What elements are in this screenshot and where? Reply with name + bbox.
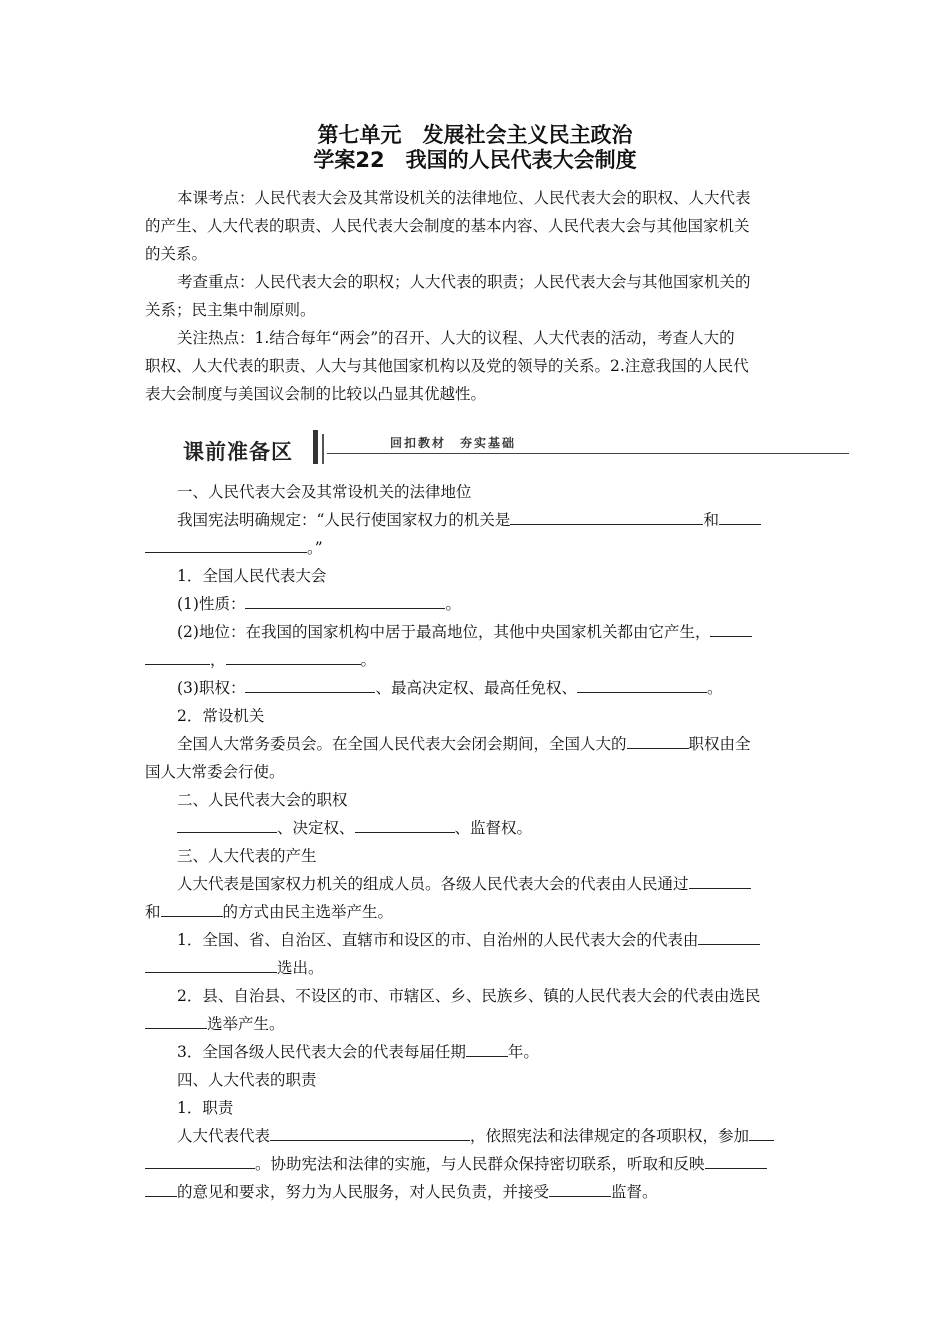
blank[interactable]	[145, 1014, 207, 1029]
position-line2: ， 。	[145, 650, 376, 670]
unit-title: 第七单元 发展社会主义民主政治	[317, 123, 633, 147]
intro-p1-line3: 的关系。	[145, 245, 208, 263]
law-line1: 我国宪法明确规定：“人民行使国家权力的机关是 和	[177, 510, 761, 530]
blank[interactable]	[145, 538, 307, 553]
blank[interactable]	[145, 650, 210, 665]
section-heading-4: 四、人大代表的职责	[177, 1071, 317, 1089]
election-item2-line2: 选举产生。	[145, 1014, 285, 1034]
blank[interactable]	[710, 622, 752, 637]
banner-rule	[327, 453, 849, 454]
banner-label: 课前准备区	[183, 440, 293, 464]
intro-p1-line2: 的产生、人大代表的职责、人民代表大会制度的基本内容、人民代表大会与其他国家机关	[145, 217, 750, 235]
blank[interactable]	[705, 1154, 767, 1169]
banner-divider-thin	[322, 434, 324, 464]
subheading-standing: 2．常设机关	[177, 707, 265, 725]
election-line1: 人大代表是国家权力机关的组成人员。各级人民代表大会的代表由人民通过	[177, 874, 751, 894]
blank[interactable]	[466, 1042, 508, 1057]
blank[interactable]	[577, 678, 707, 693]
blank[interactable]	[510, 510, 703, 525]
duties-line3: 的意见和要求，努力为人民服务，对人民负责，并接受 监督。	[145, 1182, 658, 1202]
subheading-npc: 1．全国人民代表大会	[177, 567, 327, 585]
lesson-title: 学案22 我国的人民代表大会制度	[313, 148, 637, 172]
intro-p3-line1: 关注热点：1.结合每年“两会”的召开、人大的议程、人大代表的活动，考查人大的	[177, 329, 735, 347]
election-item1-line2: 选出。	[145, 958, 324, 978]
election-item2-line1: 2．县、自治县、不设区的市、市辖区、乡、民族乡、镇的人民代表大会的代表由选民	[177, 987, 761, 1005]
blank[interactable]	[145, 1182, 177, 1197]
standing-line2: 国人大常委会行使。	[145, 763, 285, 781]
powers-list-line: 、决定权、 、监督权。	[177, 818, 532, 838]
banner-divider	[313, 430, 318, 464]
blank[interactable]	[245, 678, 375, 693]
blank[interactable]	[355, 818, 455, 833]
blank[interactable]	[245, 594, 445, 609]
blank[interactable]	[627, 734, 689, 749]
nature-line: (1)性质： 。	[177, 595, 461, 613]
section-banner	[175, 430, 850, 468]
blank[interactable]	[145, 958, 277, 973]
election-line2: 和 的方式由民主选举产生。	[145, 903, 394, 921]
intro-p2-line2: 关系；民主集中制原则。	[145, 301, 316, 319]
intro-p2-line1: 考查重点：人民代表大会的职权；人大代表的职责；人民代表大会与其他国家机关的	[177, 273, 751, 291]
blank[interactable]	[270, 1126, 470, 1141]
blank[interactable]	[689, 874, 751, 889]
section-heading-3: 三、人大代表的产生	[177, 847, 317, 865]
blank[interactable]	[749, 1126, 774, 1141]
blank[interactable]	[549, 1182, 611, 1197]
section-heading-1: 一、人民代表大会及其常设机关的法律地位	[177, 483, 472, 501]
blank[interactable]	[177, 818, 277, 833]
subheading-duties: 1．职责	[177, 1099, 234, 1117]
duties-line1: 人大代表代表 ，依照宪法和法律规定的各项职权，参加	[177, 1126, 774, 1146]
duties-line2: 。协助宪法和法律的实施，与人民群众保持密切联系，听取和反映	[145, 1154, 767, 1174]
blank[interactable]	[719, 510, 761, 525]
position-line1: (2)地位：在我国的国家机构中居于最高地位，其他中央国家机关都由它产生，	[177, 622, 752, 642]
banner-tagline: 回扣教材 夯实基础	[390, 436, 517, 450]
standing-line1: 全国人大常务委员会。在全国人民代表大会闭会期间，全国人大的 职权由全	[177, 735, 751, 753]
blank[interactable]	[145, 1154, 255, 1169]
powers-line: (3)职权： 、最高决定权、最高任免权、 。	[177, 679, 723, 697]
law-line2: 。”	[145, 538, 323, 558]
blank[interactable]	[161, 902, 223, 917]
section-heading-2: 二、人民代表大会的职权	[177, 791, 348, 809]
intro-p3-line2: 职权、人大代表的职责、人大与其他国家机构以及党的领导的关系。2.注意我国的人民代	[145, 357, 749, 375]
intro-p1-line1: 本课考点：人民代表大会及其常设机关的法律地位、人民代表大会的职权、人大代表	[177, 189, 751, 207]
election-item1-line1: 1．全国、省、自治区、直辖市和设区的市、自治州的人民代表大会的代表由	[177, 930, 760, 950]
blank[interactable]	[698, 930, 760, 945]
blank[interactable]	[226, 650, 361, 665]
intro-p3-line3: 表大会制度与美国议会制的比较以凸显其优越性。	[145, 385, 487, 403]
election-item3-line: 3．全国各级人民代表大会的代表每届任期 年。	[177, 1043, 539, 1061]
